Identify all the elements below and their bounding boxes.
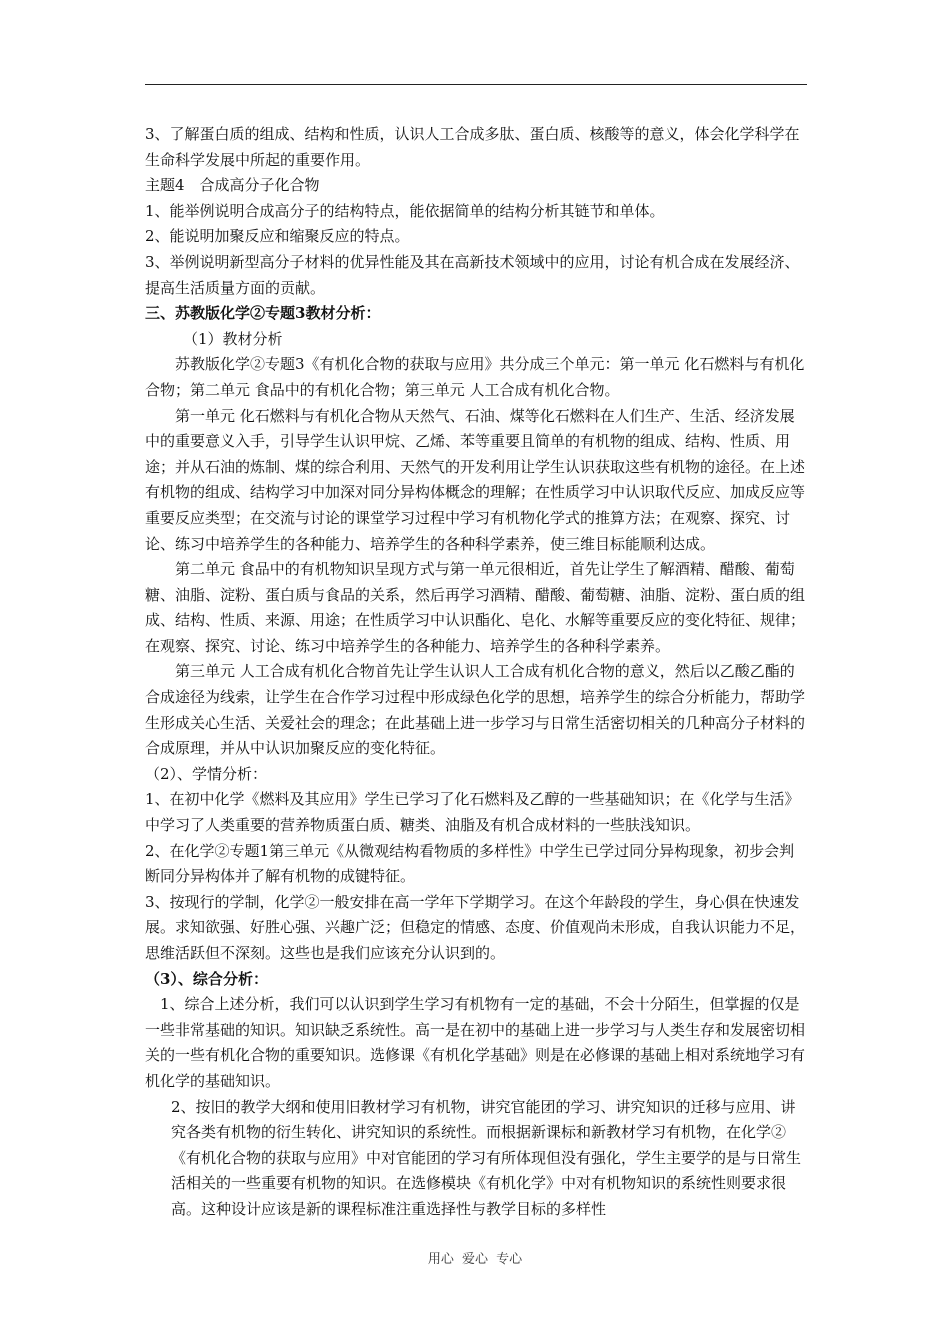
topic4-heading: 主题4 合成高分子化合物 (145, 176, 320, 195)
subsection3-heading: （3）、综合分析： (145, 969, 268, 988)
section3-heading: 三、苏教版化学②专题3教材分析： (145, 304, 381, 323)
topic4-item-2: 2、能说明加聚反应和缩聚反应的特点。 (145, 227, 410, 246)
learner-analysis-item-2: 2、在化学②专题1第三单元《从微观结构看物质的多样性》中学生已学过同分异构现象，初步会判断同分异构体并了解有机物的成键特征。 (145, 841, 795, 886)
comprehensive-analysis-item-1: 1、综合上述分析，我们可以认识到学生学习有机物有一定的基础，不会十分陌生，但掌握的仅是一些非常基础的知识。知识缺乏系统性。高一是在初中的基础上进一步学习与人类生存和发展密切相关的一些有机化合物的重要知识。选修课《有机化学基础》则是在必修课的基础上相对系统地学习有机化学的基础知识。 (145, 995, 806, 1090)
textbook-overview-paragraph: 苏教版化学②专题3《有机化合物的获取与应用》共分成三个单元：第一单元 化石燃料与有机化合物；第二单元 食品中的有机化合物；第三单元 人工合成有机化合物。 (145, 355, 805, 399)
learner-analysis-item-1: 1、在初中化学《燃料及其应用》学生已学习了化石燃料及乙醇的一些基础知识；在《化学与生活》中学习了人类重要的营养物质蛋白质、糖类、油脂及有机合成材料的一些肤浅知识。 (145, 790, 800, 835)
header-rule (145, 84, 807, 85)
learner-analysis-item-3: 3、按现行的学制，化学②一般安排在高一学年下学期学习。在这个年龄段的学生，身心俱在快速发展。求知欲强、好胜心强、兴趣广泛；但稳定的情感、态度、价值观尚未形成，自我认识能力不足，思维活跃但不深刻。这些也是我们应该充分认识到的。 (145, 892, 806, 962)
subsection2-heading: （2）、学情分析： (145, 764, 268, 783)
unit1-paragraph: 第一单元 化石燃料与有机化合物从天然气、石油、煤等化石燃料在人们生产、生活、经济发展中的重要意义入手，引导学生认识甲烷、乙烯、苯等重要且简单的有机物的组成、结构、性质、用途；并从石油的炼制、煤的综合利用、天然气的开发利用让学生认识获取这些有机物的途径。在上述有机物的组成、结构学习中加深对同分异构体概念的理解；在性质学习中认识取代反应、加成反应等重要反应类型；在交流与讨论的课堂学习过程中学习有机物化学式的推算方法；在观察、探究、讨论、练习中培养学生的各种能力、培养学生的各种科学素养，使三维目标能顺利达成。 (145, 406, 806, 553)
topic4-item-3: 3、举例说明新型高分子材料的优异性能及其在高新技术领域中的应用，讨论有机合成在发展经济、提高生活质量方面的贡献。 (145, 252, 800, 297)
comprehensive-analysis-item-2: 2、按旧的教学大纲和使用旧教材学习有机物，讲究官能团的学习、讲究知识的迁移与应用、讲究各类有机物的衍生转化、讲究知识的系统性。而根据新课标和新教材学习有机物，在化学②《有机化合物的获取与应用》中对官能团的学习有所体现但没有强化，学生主要学的是与日常生活相关的一些重要有机物的知识。在选修模块《有机化学》中对有机物知识的系统性则要求很高。这种设计应该是新的课程标准注重选择性与教学目标的多样性 (171, 1097, 802, 1218)
unit2-paragraph: 第二单元 食品中的有机物知识呈现方式与第一单元很相近，首先让学生了解酒精、醋酸、葡萄糖、油脂、淀粉、蛋白质与食品的关系，然后再学习酒精、醋酸、葡萄糖、油脂、淀粉、蛋白质的组成、结构、性质、来源、用途；在性质学习中认识酯化、皂化、水解等重要反应的变化特征、规律；在观察、探究、讨论、练习中培养学生的各种能力、培养学生的各种科学素养。 (145, 560, 806, 655)
unit3-paragraph: 第三单元 人工合成有机化合物首先让学生认识人工合成有机化合物的意义，然后以乙酸乙酯的合成途径为线索，让学生在合作学习过程中形成绿色化学的思想，培养学生的综合分析能力，帮助学生形成关心生活、关爱社会的理念；在此基础上进一步学习与日常生活密切相关的几种高分子材料的合成原理，并从中认识加聚反应的变化特征。 (145, 662, 806, 758)
paragraph-protein-objective: 3、了解蛋白质的组成、结构和性质，认识人工合成多肽、蛋白质、核酸等的意义，体会化学科学在生命科学发展中所起的重要作用。 (145, 125, 800, 169)
document-body (145, 122, 807, 1223)
topic4-item-1: 1、能举例说明合成高分子的结构特点，能依据简单的结构分析其链节和单体。 (145, 201, 665, 220)
page-footer: 用心 爱心 专心 (427, 1252, 523, 1267)
subsection1-heading: （1）教材分析 (183, 329, 283, 348)
